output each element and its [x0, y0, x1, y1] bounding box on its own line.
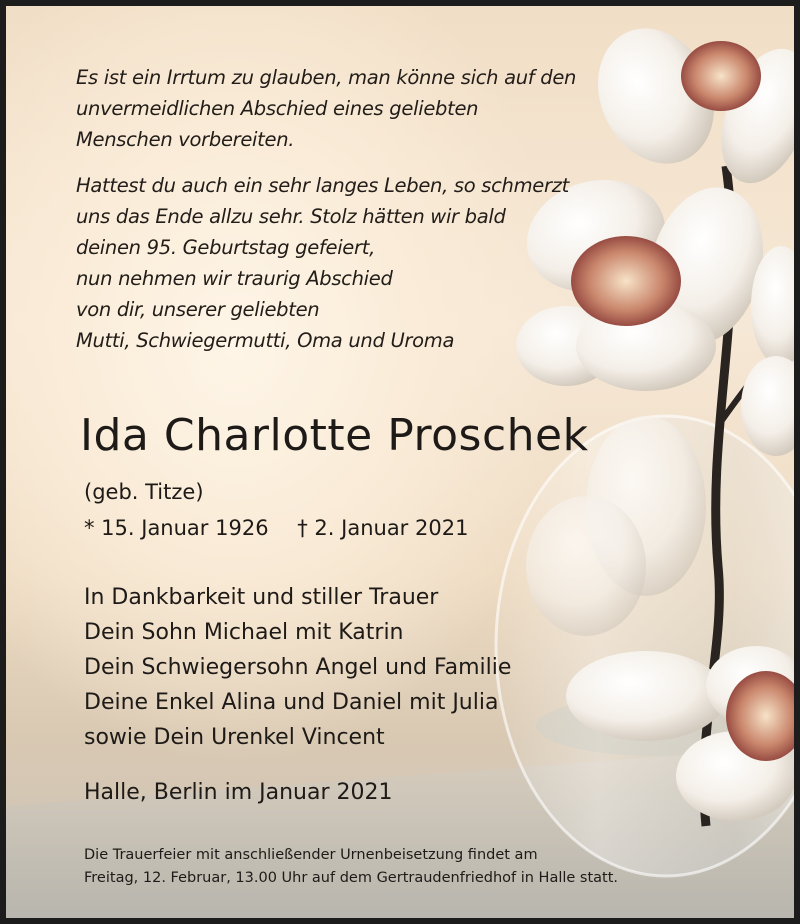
- poem-line: unvermeidlichen Abschied eines geliebten: [76, 97, 479, 120]
- poem-line: Mutti, Schwiegermutti, Oma und Uroma: [76, 329, 455, 352]
- life-dates: [84, 516, 468, 540]
- poem-line: nun nehmen wir traurig Abschied: [76, 267, 393, 290]
- poem-line: Menschen vorbereiten.: [76, 128, 295, 151]
- place-date: Halle, Berlin im Januar 2021: [84, 780, 393, 805]
- poem-stanza-2: [76, 170, 596, 356]
- poem-line: uns das Ende allzu sehr. Stolz hätten wir bald: [76, 205, 506, 228]
- mourner-line: sowie Dein Urenkel Vincent: [84, 725, 385, 750]
- birth-name: (geb. Titze): [84, 480, 204, 504]
- mourners-list: [84, 580, 511, 755]
- mourner-line: In Dankbarkeit und stiller Trauer: [84, 585, 439, 610]
- poem-line: Es ist ein Irrtum zu glauben, man könne sich auf den: [76, 66, 577, 89]
- deceased-name: Ida Charlotte Proschek: [80, 410, 589, 461]
- funeral-notice: [84, 844, 724, 890]
- mourner-line: Dein Sohn Michael mit Katrin: [84, 620, 404, 645]
- mourner-line: Deine Enkel Alina und Daniel mit Julia: [84, 690, 499, 715]
- poem-line: Hattest du auch ein sehr langes Leben, so schmerzt: [76, 174, 570, 197]
- funeral-line: Freitag, 12. Februar, 13.00 Uhr auf dem Gertraudenfriedhof in Halle statt.: [84, 870, 619, 886]
- death-date: † 2. Januar 2021: [297, 516, 469, 540]
- poem-line: deinen 95. Geburtstag gefeiert,: [76, 236, 375, 259]
- birth-date: * 15. Januar 1926: [84, 516, 269, 540]
- poem-line: von dir, unserer geliebten: [76, 298, 320, 321]
- funeral-line: Die Trauerfeier mit anschließender Urnenbeisetzung findet am: [84, 847, 538, 863]
- poem-stanza-1: [76, 62, 596, 155]
- mourner-line: Dein Schwiegersohn Angel und Familie: [84, 655, 512, 680]
